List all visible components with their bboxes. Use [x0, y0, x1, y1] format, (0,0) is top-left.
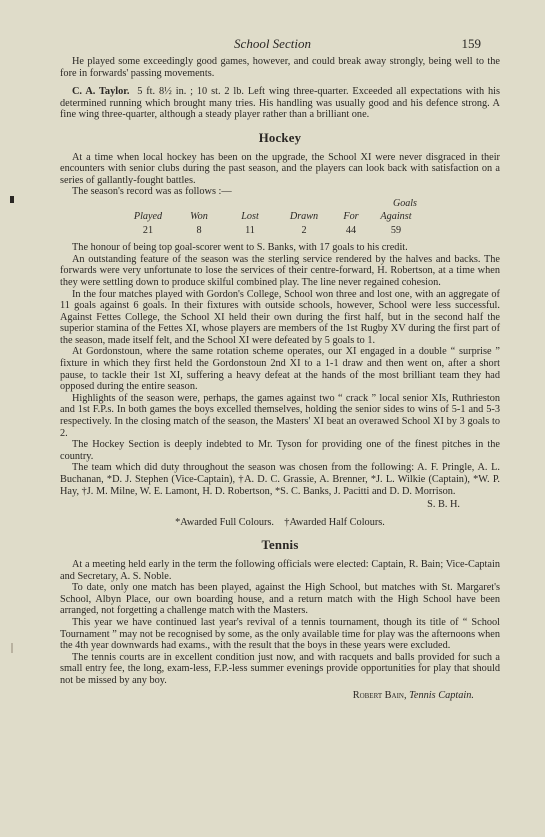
hockey-heading: Hockey	[258, 130, 302, 145]
header-lost: Lost	[241, 210, 259, 222]
header-for: For	[343, 210, 359, 222]
tennis-paragraph: The tennis courts are in excellent condition just now, and with racquets and balls provided for such a small entry fee, the long, exam-less, F.P.-less summer evenings provide opportunities for play that should not be missed by any boy.	[60, 651, 500, 686]
player-description: 5 ft. 8½ in. ; 10 st. 2 lb. Left wing three-quarter. Exceeded all expectations with his determined running which brought many tries. His handling was usually good and his defence strong. A fine wing three-quarter, although a steady player rather than a brilliant one.	[60, 86, 500, 121]
value-for: 44	[345, 224, 357, 236]
value-won: 8	[196, 224, 202, 236]
intro-paragraph: He played some exceedingly good games, however, and could break away strongly, being well to the fore in forwards' passing movements.	[60, 56, 500, 79]
margin-mark	[11, 643, 13, 653]
colours-footnote: *Awarded Full Colours. †Awarded Half Colours.	[175, 516, 385, 528]
record-values-row	[123, 224, 423, 238]
header-played: Played	[133, 210, 163, 222]
page-body	[60, 56, 500, 701]
taylor-paragraph	[60, 86, 500, 121]
header-won: Won	[190, 210, 208, 222]
section-title: School Section	[234, 36, 311, 51]
header-drawn: Drawn	[289, 210, 319, 222]
header-against: Against	[380, 210, 412, 222]
goals-label-row	[123, 198, 443, 210]
hockey-paragraph: The honour of being top goal-scorer went to S. Banks, with 17 goals to his credit.	[72, 242, 408, 254]
player-name: C. A. Taylor.	[72, 86, 130, 98]
value-drawn: 2	[301, 224, 307, 236]
hockey-paragraph: The Hockey Section is deeply indebted to Mr. Tyson for providing one of the finest pitches in the country.	[60, 439, 500, 462]
hockey-paragraph: At a time when local hockey has been on the upgrade, the School XI were never disgraced in their encounters with senior clubs during the past season, and the players can look back with satisfaction on a series of gallantly-fought battles.	[60, 151, 500, 186]
page-number: 159	[461, 36, 481, 51]
margin-mark	[10, 196, 14, 203]
running-head	[0, 36, 545, 52]
value-played: 21	[142, 224, 154, 236]
season-record	[123, 198, 443, 237]
tennis-paragraph: This year we have continued last year's revival of a tennis tournament, though its title of “ School Tournament ” may not be recognised by some, as the only available time for play was the afternoons when the 4th year downwards had exams., with the result that the boys in these years were excluded.	[60, 616, 500, 652]
hockey-paragraph: In the four matches played with Gordon's College, School won three and lost one, with an aggregate of 11 goals against 6 goals. In their fixtures with outside schools, however, School were less successful. Against Fettes College, the School XI held their own during the first half, but in the second half the superior stamina of the Fettes XI, whose players are members of the 1st Rugby XV during the first part of the season, made itself felt, and the School XI were defeated by 5 goals to 1.	[60, 288, 500, 346]
hockey-paragraph: At Gordonstoun, where the same rotation scheme operates, our XI engaged in a double “ surprise ” fixture in which they first held the Gordonstoun 2nd XI to a 1-1 draw and then went on, after a short pause, to tackle their 1st XI, suffering a heavy defeat at the hands of the most brilliant team they had opposed during the entire season.	[60, 346, 500, 393]
tennis-signature	[60, 690, 500, 702]
hockey-signature: S. B. H.	[427, 499, 460, 511]
value-lost: 11	[245, 224, 255, 236]
team-list-paragraph: The team which did duty throughout the season was chosen from the following: A. F. Pringle, A. L. Buchanan, *D. J. Stephen (Vice-Captain), †A. D. C. Grassie, A. Brenner, *J. L. Wilkie (Captain), *W. P. Hay, †J. M. Milne, W. E. Lamont, H. D. Robertson, *S. C. Banks, J. Pacitti and D. D. Morrison.	[60, 462, 500, 497]
record-table	[123, 210, 423, 237]
goals-label: Goals	[393, 197, 417, 209]
record-intro: The season's record was as follows :—	[72, 186, 232, 198]
hockey-paragraph: An outstanding feature of the season was the sterling service rendered by the halves and backs. The forwards were very unfortunate to lose the services of their centre-forward, H. Robertson, at a time when they were settling down to produce skilful combined play. The line never regained cohesion.	[60, 253, 500, 288]
tennis-paragraph: To date, only one match has been played, against the High School, but matches with St. Margaret's School, Albyn Place, our own boarding house, and a return match with the High School have been arranged, not forgetting a challenge match with the Masters.	[60, 582, 500, 617]
tennis-paragraph: At a meeting held early in the term the following officials were elected: Captain, R. Bain; Vice-Captain and Secretary, A. S. Noble.	[60, 558, 500, 582]
value-against: 59	[390, 224, 402, 236]
captain-name: Robert Bain,	[352, 689, 407, 701]
record-header-row	[123, 210, 423, 224]
captain-title: Tennis Captain.	[409, 689, 474, 701]
tennis-heading: Tennis	[261, 538, 299, 553]
hockey-paragraph: Highlights of the season were, perhaps, the games against two “ crack ” local senior XIs, Ruthrieston and 1st F.P.s. In both games the boys excelled themselves, holding the senior sides to wins of 5-1 and 5-3 respectively. In the closing match of the season, the Masters' XI beat an overawed School XI by 3 goals to 2.	[60, 392, 500, 439]
